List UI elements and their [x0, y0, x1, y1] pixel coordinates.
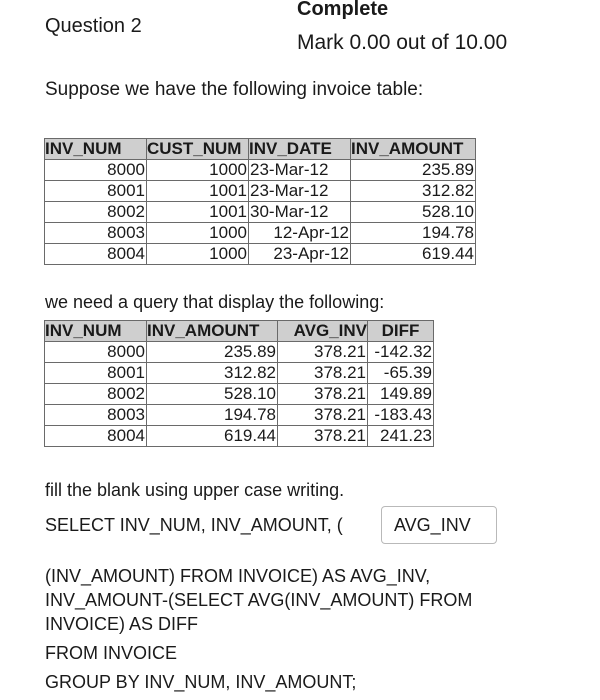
table-cell: 8000	[45, 342, 147, 363]
table-cell: 23-Mar-12	[249, 160, 351, 181]
question-prompt: Suppose we have the following invoice table:	[45, 79, 424, 100]
table-row	[45, 202, 476, 223]
sql-line-6: GROUP BY INV_NUM, INV_AMOUNT;	[45, 672, 357, 692]
table-row	[45, 384, 434, 405]
table-header-cell: INV_NUM	[45, 139, 147, 160]
table-cell: 8003	[45, 223, 147, 244]
table-row	[45, 363, 434, 384]
table-cell: 312.82	[351, 181, 476, 202]
table-cell: 312.82	[147, 363, 278, 384]
table-cell: 378.21	[278, 342, 368, 363]
table-cell: 619.44	[351, 244, 476, 265]
table-cell: 8002	[45, 384, 147, 405]
table-cell: 378.21	[278, 384, 368, 405]
sql-line-2: (INV_AMOUNT) FROM INVOICE) AS AVG_INV,	[45, 566, 431, 586]
table-cell: 528.10	[351, 202, 476, 223]
table-cell: 378.21	[278, 426, 368, 447]
table-cell: 619.44	[147, 426, 278, 447]
table-cell: 194.78	[147, 405, 278, 426]
instruction-text: we need a query that display the following:	[45, 292, 385, 312]
table-cell: 8003	[45, 405, 147, 426]
table-cell: 1000	[147, 160, 249, 181]
table-cell: 8001	[45, 181, 147, 202]
table-cell: 8004	[45, 244, 147, 265]
table-cell: 8001	[45, 363, 147, 384]
question-state: Complete	[297, 0, 389, 20]
table-row	[45, 160, 476, 181]
table-row	[45, 244, 476, 265]
table-cell: -142.32	[368, 342, 434, 363]
invoice-table	[44, 138, 476, 265]
table-cell: 30-Mar-12	[249, 202, 351, 223]
table-header-cell: DIFF	[368, 321, 434, 342]
question-title: Question 2	[45, 15, 142, 37]
sql-line-4: INVOICE) AS DIFF	[45, 614, 199, 634]
table-cell: 12-Apr-12	[249, 223, 351, 244]
table-cell: 1001	[147, 181, 249, 202]
table-header-cell: INV_NUM	[45, 321, 147, 342]
table-row	[45, 181, 476, 202]
table-cell: 235.89	[147, 342, 278, 363]
table-header-cell: INV_AMOUNT	[147, 321, 278, 342]
sql-line-3: INV_AMOUNT-(SELECT AVG(INV_AMOUNT) FROM	[45, 590, 473, 610]
table-cell: 528.10	[147, 384, 278, 405]
fill-instruction-text: fill the blank using upper case writing.	[45, 480, 345, 500]
table-header-row	[45, 139, 476, 160]
table-header-cell: INV_AMOUNT	[351, 139, 476, 160]
table-cell: 235.89	[351, 160, 476, 181]
answer-blank-input[interactable]: AVG_INV	[381, 506, 497, 544]
table-header-cell: INV_DATE	[249, 139, 351, 160]
table-row	[45, 426, 434, 447]
table-cell: -183.43	[368, 405, 434, 426]
table-cell: 8002	[45, 202, 147, 223]
table-cell: 23-Apr-12	[249, 244, 351, 265]
result-table	[44, 320, 434, 447]
table-header-cell: CUST_NUM	[147, 139, 249, 160]
table-header-row	[45, 321, 434, 342]
table-cell: 149.89	[368, 384, 434, 405]
table-cell: 1000	[147, 223, 249, 244]
table-cell: -65.39	[368, 363, 434, 384]
table-row	[45, 342, 434, 363]
sql-line-5: FROM INVOICE	[45, 643, 178, 663]
table-row	[45, 405, 434, 426]
table-cell: 23-Mar-12	[249, 181, 351, 202]
table-cell: 1000	[147, 244, 249, 265]
question-mark: Mark 0.00 out of 10.00	[297, 31, 508, 54]
table-header-cell: AVG_INV	[278, 321, 368, 342]
table-cell: 378.21	[278, 363, 368, 384]
table-cell: 378.21	[278, 405, 368, 426]
table-cell: 8004	[45, 426, 147, 447]
table-cell: 1001	[147, 202, 249, 223]
table-row	[45, 223, 476, 244]
sql-line-1: SELECT INV_NUM, INV_AMOUNT, (	[45, 515, 343, 535]
table-cell: 241.23	[368, 426, 434, 447]
table-cell: 8000	[45, 160, 147, 181]
table-cell: 194.78	[351, 223, 476, 244]
